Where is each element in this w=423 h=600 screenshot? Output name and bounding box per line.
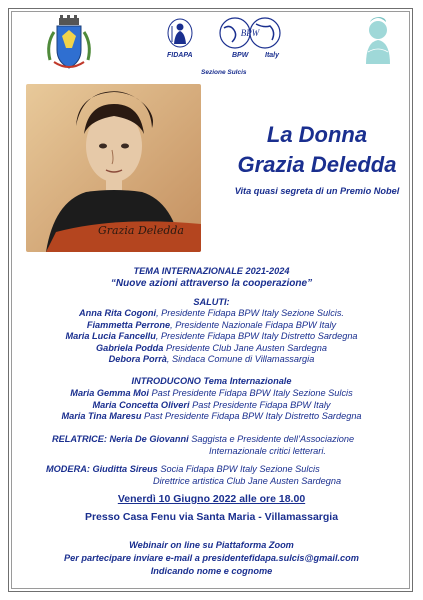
- saluti-heading: SALUTI:: [193, 297, 230, 307]
- bpw-globe-icon: [218, 16, 282, 50]
- bpw-globe-text: BPW: [240, 28, 260, 38]
- list-item: Maria Concetta Oliveri Past Presidente Fidapa BPW Italy: [92, 399, 331, 410]
- relatrice-role-1: Saggista e Presidente dell’Associazione: [188, 434, 355, 444]
- webinar-line-2: Per partecipare inviare e-mail a presidentefidapa.sulcis@gmail.com: [64, 553, 359, 563]
- list-item: Gabriela Podda Presidente Club Jane Austen Sardegna: [95, 342, 328, 353]
- bpw-label: BPW: [232, 52, 249, 59]
- relatrice-line: [52, 434, 354, 446]
- title-subtitle: Vita quasi segreta di un Premio Nobel: [234, 186, 400, 196]
- portrait-image: [26, 84, 201, 252]
- tema-quote: “Nuove azioni attraverso la cooperazione”: [110, 278, 313, 289]
- list-item: Fiammetta Perrone, Presidente Nazionale Fidapa BPW Italy: [86, 319, 337, 330]
- introducono-heading: INTRODUCONO Tema Internazionale: [131, 376, 292, 386]
- introducono-list: [0, 388, 423, 423]
- title-line-2: Grazia Deledda: [237, 152, 397, 177]
- fidapa-logo-icon: [167, 18, 193, 48]
- italy-label: Italy: [265, 52, 280, 59]
- modera-label: MODERA: Giuditta Sireus: [46, 464, 158, 474]
- webinar-line-3: Indicando nome e cognome: [150, 566, 273, 576]
- modera-role-2: Direttrice artistica Club Jane Austen Sardegna: [153, 476, 342, 486]
- list-item: Maria Tina Maresu Past Presidente Fidapa BPW Italy Distretto Sardegna: [61, 411, 362, 421]
- saluti-list: [0, 308, 423, 366]
- list-item: Anna Rita Cogoni, Presidente Fidapa BPW Italy Sezione Sulcis.: [78, 308, 344, 318]
- relatrice-label: RELATRICE: Neria De Giovanni: [52, 434, 189, 444]
- modera-role-1: Socia Fidapa BPW Italy Sezione Sulcis: [157, 464, 320, 474]
- tema-label: TEMA INTERNAZIONALE 2021-2024: [133, 266, 290, 276]
- webinar-line-1: Webinair on line su Piattaforma Zoom: [129, 540, 294, 550]
- list-item: Debora Porrà, Sindaca Comune di Villamassargia: [108, 354, 315, 364]
- title-line-1: La Donna: [266, 122, 368, 147]
- event-date: Venerdì 10 Giugno 2022 alle ore 18.00: [117, 493, 306, 505]
- list-item: Maria Gemma Moi Past Presidente Fidapa BPW Italy Sezione Sulcis: [70, 388, 353, 398]
- event-place: Presso Casa Fenu via Santa Maria - Villamassargia: [84, 511, 339, 523]
- sezione-label: Sezione Sulcis: [201, 69, 247, 76]
- jane-austen-silhouette-icon: [356, 12, 402, 66]
- relatrice-role-2: Internazionale critici letterari.: [209, 446, 326, 456]
- list-item: Maria Lucia Fancellu, Presidente Fidapa BPW Italy Distretto Sardegna: [65, 331, 358, 341]
- fidapa-label: FIDAPA: [167, 52, 193, 59]
- portrait-signature: Grazia Deledda: [98, 224, 184, 237]
- municipal-coat-of-arms-icon: [44, 14, 94, 72]
- modera-line: [46, 464, 320, 476]
